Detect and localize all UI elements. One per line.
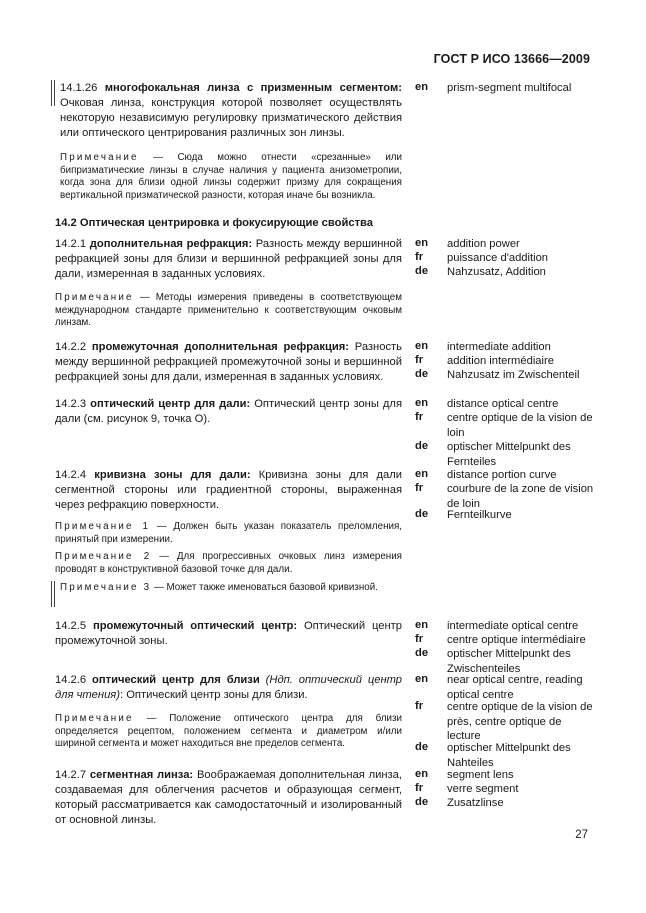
note-3-14-2-4: Примечание 3 — Может также именоваться базовой кривизной.: [60, 582, 378, 593]
section-title: 14.2 Оптическая центрировка и фокусирующие свойства: [55, 217, 373, 229]
lang-term: puissance d'addition: [447, 252, 549, 264]
lang-term: segment lens: [447, 769, 514, 781]
document-header: ГОСТ Р ИСО 13666—2009: [433, 52, 590, 66]
lang-term: centre optique de la vision de loin: [447, 412, 593, 439]
entry-14-2-7: 14.2.7 сегментная линза: Воображаемая дополнительная линза, создаваемая для облегчения расчетов и образующая сегмент, который рассматривается как самодостаточный и изолированный от основной линзы.: [55, 769, 403, 826]
change-bar: [51, 581, 52, 607]
lang-code: de: [415, 368, 429, 380]
note-14-1-26: Примечание — Сюда можно отнести «срезанные» или бипризматические линзы в случае наличия у пациента анизометропии, когда зона для близи одной линзы содержит призму для сокращения вертикальной призматической разности, которая иначе бы возникла.: [60, 152, 402, 201]
lang-code: en: [415, 397, 429, 409]
lang-code: de: [415, 508, 429, 520]
lang-term: prism-segment multifocal: [447, 82, 572, 94]
lang-term: centre optique de la vision de près, centre optique de lecture: [447, 701, 593, 742]
lang-code: en: [415, 768, 429, 780]
lang-term: Nahzusatz, Addition: [447, 266, 546, 278]
lang-code: en: [415, 619, 429, 631]
entry-14-1-26: 14.1.26 многофокальная линза с призменным сегментом: Очковая линза, конструкция которой позволяет осуществлять некоторую независимую регулировку призматического действия или оптического центрирования различных зон линзы.: [60, 82, 402, 139]
lang-code: en: [415, 673, 429, 685]
lang-term: verre segment: [447, 783, 519, 795]
change-bar: [51, 80, 52, 106]
lang-term: distance optical centre: [447, 398, 559, 410]
note-14-2-1: Примечание — Методы измерения приведены в соответствующем международном стандарте применительно к соответствующим очковым линзам.: [55, 292, 402, 328]
entry-14-2-4: 14.2.4 кривизна зоны для дали: Кривизна зоны для дали сегментной стороны или градиентной стороны, выраженная через рефракцию поверхности.: [55, 469, 403, 511]
lang-term: centre optique intermédiaire: [447, 634, 586, 646]
lang-term: optischer Mittelpunkt des Fernteiles: [447, 441, 571, 468]
lang-code: en: [415, 340, 429, 352]
lang-term: intermediate addition: [447, 341, 551, 353]
note-14-2-6: Примечание — Положение оптического центра для близи определяется рецептом, положением сегмента и диаметром и/или шириной сегмента и может находиться вне пределов сегмента.: [55, 713, 402, 749]
lang-term: optischer Mittelpunkt des Zwischenteiles: [447, 648, 571, 675]
lang-term: intermediate optical centre: [447, 620, 579, 632]
lang-code: en: [415, 237, 429, 249]
lang-code: fr: [415, 782, 424, 794]
lang-code: de: [415, 741, 429, 753]
change-bar: [54, 80, 55, 106]
lang-code: fr: [415, 251, 424, 263]
note-1-14-2-4: Примечание 1 — Должен быть указан показатель преломления, принятый при измерении.: [55, 521, 402, 545]
entry-14-2-3: 14.2.3 оптический центр для дали: Оптический центр зоны для дали (см. рисунок 9, точка О).: [55, 398, 403, 425]
lang-code: fr: [415, 633, 424, 645]
change-bar: [54, 581, 55, 607]
lang-term: addition intermédiaire: [447, 355, 554, 367]
note-2-14-2-4: Примечание 2 — Для прогрессивных очковых линз измерения проводят в конструктивной базовой точке для дали.: [55, 551, 402, 575]
lang-code: fr: [415, 411, 424, 423]
lang-term: distance portion curve: [447, 469, 557, 481]
entry-14-2-1: 14.2.1 дополнительная рефракция: Разность между вершинной рефракцией зоны для близи и вершинной рефракцией зоны для дали, измеренная в заданных условиях.: [55, 238, 403, 280]
lang-code: de: [415, 796, 429, 808]
entry-14-2-5: 14.2.5 промежуточный оптический центр: Оптический центр промежуточной зоны.: [55, 620, 402, 647]
lang-code: de: [415, 440, 429, 452]
lang-code: fr: [415, 354, 424, 366]
entry-14-2-6: 14.2.6 оптический центр для близи (Ндп. оптический центр для чтения): Оптический центр зоны для близи.: [55, 674, 403, 701]
lang-term: Fernteilkurve: [447, 509, 512, 521]
lang-code: en: [415, 468, 429, 480]
lang-term: Zusatzlinse: [447, 797, 504, 809]
lang-term: near optical centre, reading optical centre: [447, 674, 583, 701]
lang-term: courbure de la zone de vision de loin: [447, 483, 594, 510]
lang-code: fr: [415, 482, 424, 494]
lang-code: fr: [415, 700, 424, 712]
lang-term: addition power: [447, 238, 520, 250]
lang-code: de: [415, 265, 429, 277]
page-number: 27: [575, 829, 588, 841]
lang-code: en: [415, 81, 429, 93]
lang-term: Nahzusatz im Zwischenteil: [447, 369, 580, 381]
lang-term: optischer Mittelpunkt des Nahteiles: [447, 742, 571, 769]
lang-code: de: [415, 647, 429, 659]
entry-14-2-2: 14.2.2 промежуточная дополнительная рефракция: Разность между вершинной рефракцией промежуточной зоны и вершинной рефракцией зоны для дали, измеренная в заданных условиях.: [55, 341, 402, 383]
